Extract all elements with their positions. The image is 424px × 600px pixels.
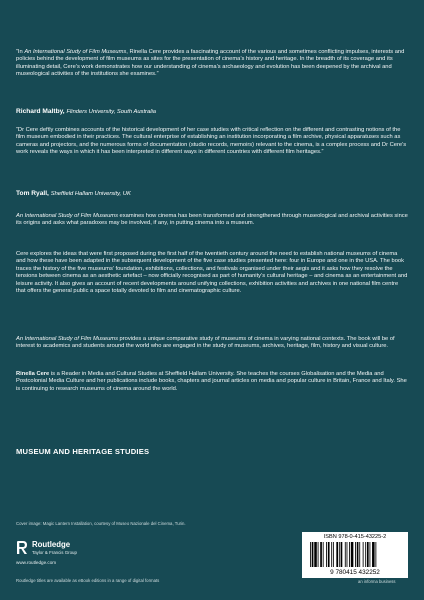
publisher-group: Taylor & Francis Group bbox=[32, 550, 77, 555]
description-paragraph-2: Cere explores the ideas that were first proposed during the first half of the twentieth century around the need to establish national museums of cinema and how these have been adapted in the subsequent development of the five case studies presented here: four in Europe and one in the USA. The book traces the history of the five museums’ foundation, exhibitions, collections, and festivals organised under their aegis and it asks how they resolve the tensions between cinema as an aesthetic artefact – now officially recognised as part of humanity’s cultural heritage – and cinema as an entertainment and leisure activity. It also gives an account of recent developments around unifying collections, exhibition activities and archives in one national film centre that offers the general public a space totally devoted to film and cinematographic culture. bbox=[16, 251, 408, 295]
barcode-bar bbox=[326, 542, 327, 567]
book-title-italic: An International Study of Film Museums bbox=[16, 336, 118, 342]
informa-note: an informa business bbox=[358, 579, 396, 584]
barcode-bar bbox=[345, 542, 346, 567]
barcode-bar bbox=[363, 542, 364, 567]
author-name: Rinella Cere bbox=[16, 371, 50, 377]
book-title-italic: An International Study of Film Museums bbox=[16, 213, 118, 219]
barcode-bar bbox=[339, 542, 340, 567]
barcode-bar bbox=[359, 542, 360, 567]
barcode-bar bbox=[341, 542, 343, 567]
publisher-website: www.routledge.com bbox=[16, 560, 57, 565]
barcode-bar bbox=[331, 542, 332, 567]
barcode-bar bbox=[370, 542, 371, 567]
quote-1-author: Richard Maltby, bbox=[16, 108, 65, 115]
barcode-bar bbox=[314, 542, 317, 567]
barcode-bar bbox=[318, 542, 319, 567]
publisher-name: Routledge bbox=[32, 540, 71, 549]
barcode-icon bbox=[308, 542, 402, 576]
quote-2-author: Tom Ryall, bbox=[16, 190, 49, 197]
description-paragraph-1: An International Study of Film Museums examines how cinema has been transformed and strengthened through museological and archival activities since its origins and asks what paradoxes may be involved, if any, in putting cinema into a museum. bbox=[16, 213, 408, 227]
barcode-bar bbox=[328, 542, 330, 567]
quote-1: “In An International Study of Film Museums, Rinella Cere provides a fascinating account of the various and sometimes conflicting impulses, interests and policies behind the development of film museums as sites for the presentation of cinema’s history and heritage. In the breadth of its coverage and its illuminating detail, Cere’s work demonstrates how our understanding of cinema’s archaeology and evolution has been deepened by the archival and museological activities of the institutions she examines.” bbox=[16, 49, 405, 78]
series-title: MUSEUM AND HERITAGE STUDIES bbox=[16, 447, 150, 456]
quote-1-book-title: An International Study of Film Museums bbox=[24, 49, 127, 55]
barcode-bar bbox=[351, 542, 354, 567]
barcode-bar bbox=[365, 542, 366, 567]
barcode-bar bbox=[375, 542, 376, 567]
quote-2-attribution bbox=[16, 190, 131, 198]
barcode-bar bbox=[357, 542, 359, 567]
quote-2: “Dr Cere deftly combines accounts of the historical development of her case studies with critical reflection on the different and contrasting notions of the film museum embodied in their practices. The cultural enterprise of establishing an institution incorporating a film archive, physical apparatuses such as cameras and projectors, and the numerous forms of documentation (studio records, memoirs) relevant to the cinema, is a complex process and Dr Cere’s work reveals the ways in which it has been interpreted in different ways in different countries with different film heritages.” bbox=[16, 127, 407, 156]
barcode-bar bbox=[367, 542, 369, 567]
quote-1-attribution bbox=[16, 108, 156, 116]
quote-2-affiliation: Sheffield Hallam University, UK bbox=[50, 191, 131, 197]
barcode-bar bbox=[355, 542, 356, 567]
barcode-bar bbox=[333, 542, 334, 567]
cover-image-credit: Cover image: Magic Lantern Installation, courtesy of Museo Nazionale del Cinema, Turin. bbox=[16, 521, 186, 526]
barcode-bar bbox=[323, 542, 324, 567]
barcode-number: 9 780415 432252 bbox=[330, 569, 380, 576]
quote-1-affiliation: Flinders University, South Australia bbox=[66, 109, 157, 115]
barcode-bar bbox=[310, 542, 311, 567]
routledge-logo-icon bbox=[16, 540, 28, 555]
barcode-bar bbox=[372, 542, 375, 567]
description-paragraph-3: An International Study of Film Museums provides a unique comparative study of museums of cinema in varying national contexts. The book will be of interest to academics and students around the world who are engaged in the study of museums, archives, heritage, film, history and visual culture. bbox=[16, 336, 395, 350]
barcode-bar bbox=[312, 542, 314, 567]
author-bio: Rinella Cere is a Reader in Media and Cultural Studies at Sheffield Hallam University. She teaches the courses Globalisation and the Media and Postcolonial Media Culture and her publications include books, chapters and journal articles on media and popular culture in Britain, France and Italy. She is continuing to research museums of cinema around the world. bbox=[16, 371, 407, 392]
barcode-bar bbox=[347, 542, 348, 567]
barcode-bar bbox=[336, 542, 338, 567]
isbn-label: ISBN 978-0-415-43225-2 bbox=[323, 534, 387, 540]
ebook-note: Routledge titles are available as eBook editions in a range of digital formats bbox=[16, 578, 160, 583]
barcode-bar bbox=[320, 542, 322, 567]
barcode-panel bbox=[302, 532, 408, 578]
barcode-bar bbox=[349, 542, 350, 567]
